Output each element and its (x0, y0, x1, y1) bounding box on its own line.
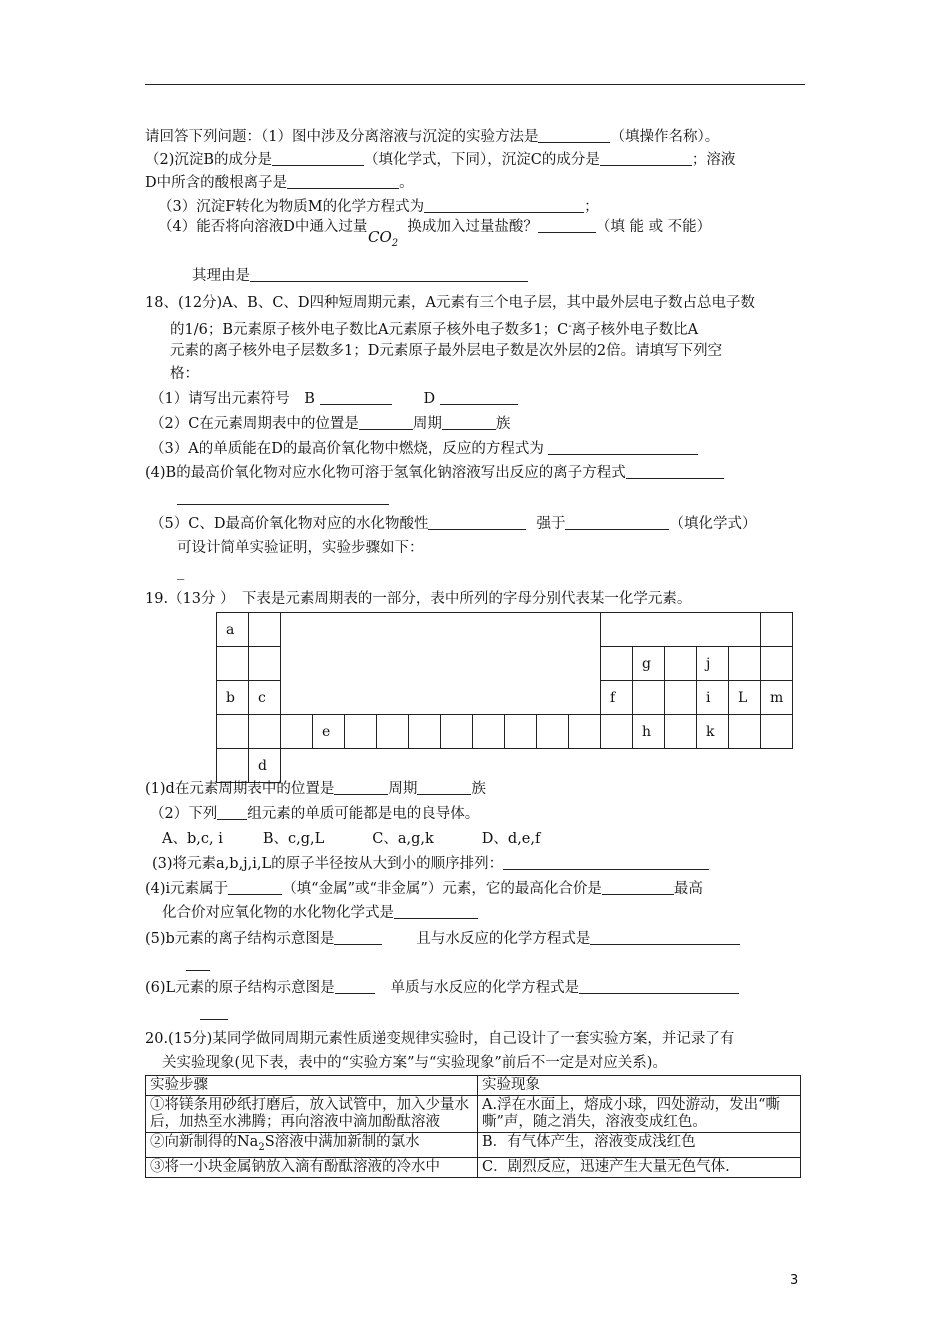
q18-line1: 18、(12分)A、B、C、D四种短周期元素，A元素有三个电子层，其中最外层电子数占总电子数 (145, 295, 756, 311)
q17-intro: 请回答下列问题：（1）图中涉及分离溶液与沉淀的实验方法是 （填操作名称）。 (145, 129, 720, 145)
cell-b: b (217, 681, 249, 715)
transition-gap (281, 613, 601, 715)
step-cell: ③将一小块金属钠放入滴有酚酞溶液的冷水中 (146, 1158, 478, 1178)
co2-formula: $CO_2$ (368, 228, 399, 249)
q19-options (162, 830, 540, 848)
phenomenon-cell: C．剧烈反应，迅速产生大量无色气体. (478, 1158, 801, 1178)
page-number: 3 (790, 1273, 799, 1288)
q19-title: 19.（13分 ） 下表是元素周期表的一部分，表中所列的字母分别代表某一化学元素。 (145, 591, 692, 607)
phenomenon-cell: B．有气体产生，溶液变成浅红色 (478, 1133, 801, 1158)
q18-part4: (4)B的最高价氧化物对应水化物可溶于氢氧化钠溶液写出反应的离子方程式 (145, 464, 724, 482)
table-row (146, 1133, 801, 1158)
cell-f: f (601, 681, 633, 715)
q17-part3: （3）沉淀F转化为物质M的化学方程式为 ； (158, 199, 599, 215)
option-a: A、b,c, i (162, 831, 223, 847)
option-d: D、d,e,f (481, 831, 541, 847)
q18-part5: （5）C、D最高价氧化物对应的水化物酸性 强于 （填化学式） (150, 516, 757, 532)
cell-m: m (761, 681, 793, 715)
cell-c: c (249, 681, 281, 715)
q17-reason: 其理由是 (192, 267, 528, 285)
q19-part4: (4)i元素属于 （填“金属”或“非金属”）元素，它的最高化合价是 最高 (145, 881, 703, 897)
cell-i: i (697, 681, 729, 715)
header-steps: 实验步骤 (146, 1076, 478, 1096)
option-b: B、c,g,L (262, 831, 325, 847)
cell-g: g (633, 647, 665, 681)
q17-part2-cont: D中所含的酸根离子是 。 (145, 175, 414, 191)
cell-d: d (249, 749, 281, 783)
q18-part5-cont: 可设计简单实验证明，实验步骤如下： (177, 540, 424, 556)
q17-part4: （4）能否将向溶液D中通入过量 换成加入过量盐酸？ （填 能 或 不能） (158, 219, 712, 235)
q18-part3: （3）A的单质能在D的最高价氧化物中燃烧，反应的方程式为 (150, 440, 698, 458)
cell-e: e (313, 715, 345, 749)
table-row (146, 1096, 801, 1133)
q18-part2: （2）C在元素周期表中的位置是 周期 族 (150, 416, 511, 432)
q18-line2: 的1/6；B元素原子核外电子数比A元素原子核外电子数多1；C-离子核外电子数比A (170, 321, 699, 338)
q19-part5-blank (186, 956, 210, 974)
q19-part4-cont: 化合价对应氧化物的水化物化学式是 (162, 904, 478, 922)
q18-line4: 格： (170, 366, 199, 382)
cell-h: h (633, 715, 665, 749)
cell-j: j (697, 647, 729, 681)
cell-k: k (697, 715, 729, 749)
phenomenon-cell: A.浮在水面上，熔成小球，四处游动，发出“嘶嘶”声，随之消失，溶液变成红色。 (478, 1096, 801, 1133)
q18-part4-answer (177, 490, 389, 508)
step-cell: ①将镁条用砂纸打磨后，放入试管中，加入少量水后，加热至水沸腾；再向溶液中滴加酚酞溶液 (146, 1096, 478, 1133)
q17-part2: （2)沉淀B的成分是 （填化学式，下同），沉淀C的成分是 ；溶液 (145, 152, 736, 168)
option-c: C、a,g,k (372, 831, 434, 847)
q18-part1: （1）请写出元素符号 B D (150, 390, 518, 408)
periodic-table-fragment (216, 612, 793, 783)
q18-line3: 元素的离子核外电子层数多1；D元素原子最外层电子数是次外层的2倍。请填写下列空 (170, 343, 723, 359)
q19-part3: (3)将元素a,b,j,i,L的原子半径按从大到小的顺序排列： (152, 855, 709, 873)
step-cell: ②向新制得的$Na_2S$溶液中满加新制的氯水 (146, 1133, 478, 1158)
cell-L: L (729, 681, 761, 715)
q19-part6: (6)L元素的原子结构示意图是 单质与水反应的化学方程式是 (145, 979, 739, 997)
cell-a: a (217, 613, 249, 647)
table-row (146, 1158, 801, 1178)
table-header-row (146, 1076, 801, 1096)
q18-part5-blank: _ (177, 564, 185, 580)
q20-line2: 关实验现象(见下表，表中的“实验方案”与“实验现象”前后不一定是对应关系)。 (162, 1055, 667, 1071)
header-rule (145, 84, 805, 85)
experiment-table (145, 1075, 801, 1178)
header-phenomena: 实验现象 (478, 1076, 801, 1096)
q20-line1: 20.(15分)某同学做同周期元素性质递变规律实验时，自己设计了一套实验方案，并记录了有 (145, 1031, 735, 1047)
q19-part2: （2）下列 组元素的单质可能都是电的良导体。 (150, 806, 480, 822)
q19-part1: (1)d在元素周期表中的位置是 周期 族 (145, 781, 486, 797)
q19-part5: (5)b元素的离子结构示意图是 且与水反应的化学方程式是 (145, 930, 740, 948)
q19-part6-blank (200, 1005, 228, 1023)
